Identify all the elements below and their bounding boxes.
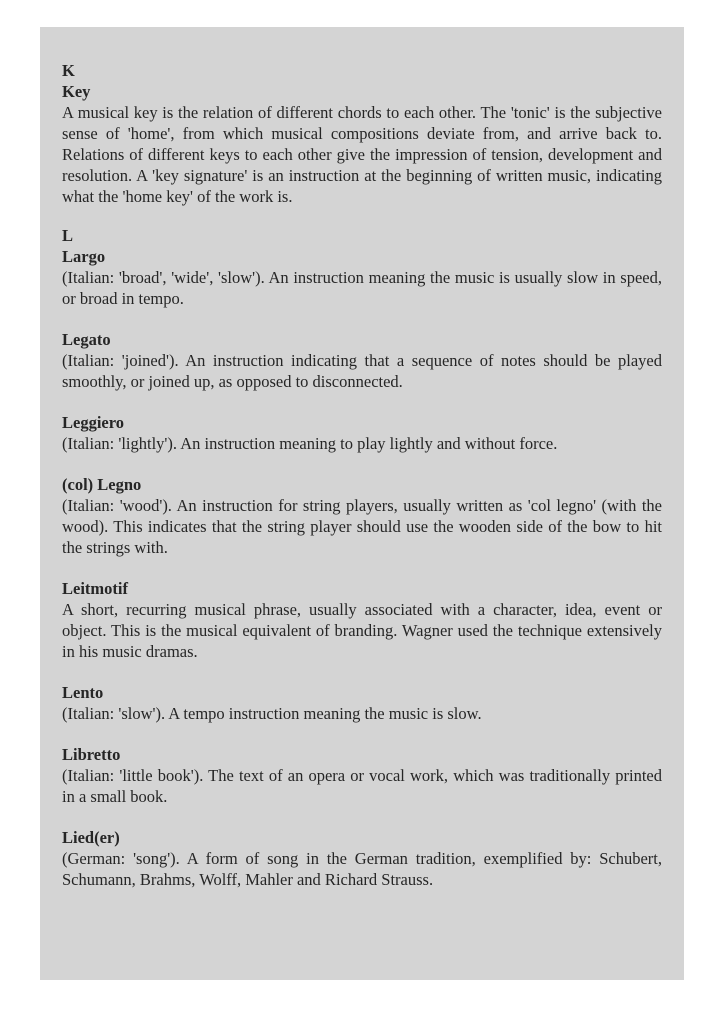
glossary-page	[40, 27, 684, 980]
section-l	[62, 225, 662, 890]
glossary-definition: (Italian: 'lightly'). An instruction meaning to play lightly and without force.	[62, 434, 558, 453]
glossary-term: Key	[62, 82, 91, 101]
glossary-definition: A musical key is the relation of different chords to each other. The 'tonic' is the subjective sense of 'home', from which musical compositions deviate from, and arrive back to. Relations of different keys to each other give the impression of tension, development and resolution. A 'key signature' is an instruction at the beginning of written music, indicating what the 'home key' of the work is.	[62, 103, 662, 206]
glossary-definition: (Italian: 'broad', 'wide', 'slow'). An instruction meaning the music is usually slow in speed, or broad in tempo.	[62, 268, 662, 308]
glossary-entry	[62, 81, 662, 207]
glossary-term: Leitmotif	[62, 579, 128, 598]
glossary-definition: A short, recurring musical phrase, usually associated with a character, idea, event or object. This is the musical equivalent of branding. Wagner used the technique extensively in his music dramas.	[62, 600, 662, 661]
section-letter: L	[62, 226, 74, 245]
glossary-entry	[62, 412, 662, 454]
glossary-term: Lied(er)	[62, 828, 120, 847]
section-letter: K	[62, 61, 75, 80]
glossary-term: (col) Legno	[62, 475, 142, 494]
glossary-entry	[62, 744, 662, 807]
glossary-entry	[62, 329, 662, 392]
glossary-entry	[62, 246, 662, 309]
glossary-term: Lento	[62, 683, 104, 702]
glossary-definition: (Italian: 'joined'). An instruction indicating that a sequence of notes should be played smoothly, or joined up, as opposed to disconnected.	[62, 351, 662, 391]
glossary-entry	[62, 474, 662, 558]
glossary-entry	[62, 682, 662, 724]
glossary-definition: (Italian: 'wood'). An instruction for string players, usually written as 'col legno' (with the wood). This indicates that the string player should use the wooden side of the bow to hit the strings with.	[62, 496, 662, 557]
glossary-definition: (German: 'song'). A form of song in the German tradition, exemplified by: Schubert, Schumann, Brahms, Wolff, Mahler and Richard Strauss.	[62, 849, 662, 889]
glossary-definition: (Italian: 'little book'). The text of an opera or vocal work, which was traditionally printed in a small book.	[62, 766, 662, 806]
section-k	[62, 60, 662, 207]
glossary-term: Legato	[62, 330, 111, 349]
glossary-term: Largo	[62, 247, 106, 266]
glossary-term: Leggiero	[62, 413, 125, 432]
glossary-term: Libretto	[62, 745, 121, 764]
glossary-definition: (Italian: 'slow'). A tempo instruction meaning the music is slow.	[62, 704, 482, 723]
glossary-entry	[62, 827, 662, 890]
glossary-entry	[62, 578, 662, 662]
